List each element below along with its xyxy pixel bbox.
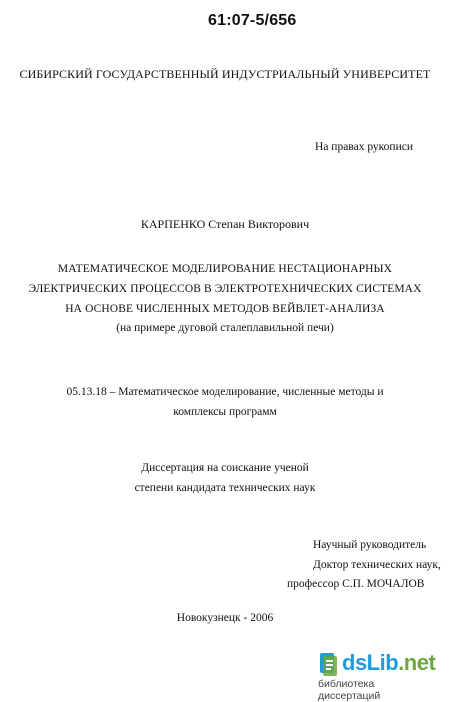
dslib-brand: [342, 650, 435, 676]
title-line-2: ЭЛЕКТРИЧЕСКИХ ПРОЦЕССОВ В ЭЛЕКТРОТЕХНИЧЕСКИХ СИСТЕМАХ: [28, 283, 422, 295]
dissertation-line-1: Диссертация на соискание ученой: [141, 462, 309, 474]
dslib-tagline: библиотека диссертаций: [318, 678, 381, 702]
specialty-line-1: 05.13.18 – Математическое моделирование, численные методы и: [66, 386, 384, 398]
title-line-3: НА ОСНОВЕ ЧИСЛЕННЫХ МЕТОДОВ ВЕЙВЛЕТ-АНАЛИЗА: [65, 303, 385, 315]
supervisor-role: Научный руководитель: [313, 539, 427, 551]
place-year: Новокузнецк - 2006: [176, 612, 274, 624]
dissertation-line-2: степени кандидата технических наук: [134, 482, 316, 494]
supervisor-degree: Доктор технических наук,: [313, 559, 441, 571]
supervisor-name: профессор С.П. МОЧАЛОВ: [287, 578, 425, 590]
dslib-brand-name: dsLib: [342, 650, 399, 675]
university-name: СИБИРСКИЙ ГОСУДАРСТВЕННЫЙ ИНДУСТРИАЛЬНЫЙ УНИВЕРСИТЕТ: [19, 67, 431, 81]
dslib-brand-suffix: .net: [398, 650, 436, 675]
title-line-1: МАТЕМАТИЧЕСКОЕ МОДЕЛИРОВАНИЕ НЕСТАЦИОНАРНЫХ: [57, 263, 393, 275]
author-name: КАРПЕНКО Степан Викторович: [140, 217, 310, 231]
title-subtitle: (на примере дуговой сталеплавильной печи): [116, 322, 334, 334]
catalog-code: 61:07-5/656: [208, 12, 297, 29]
dslib-logo-icon: [318, 649, 340, 679]
dslib-watermark[interactable]: [316, 649, 436, 702]
specialty-line-2: комплексы программ: [173, 406, 277, 418]
manuscript-note: На правах рукописи: [315, 141, 413, 153]
